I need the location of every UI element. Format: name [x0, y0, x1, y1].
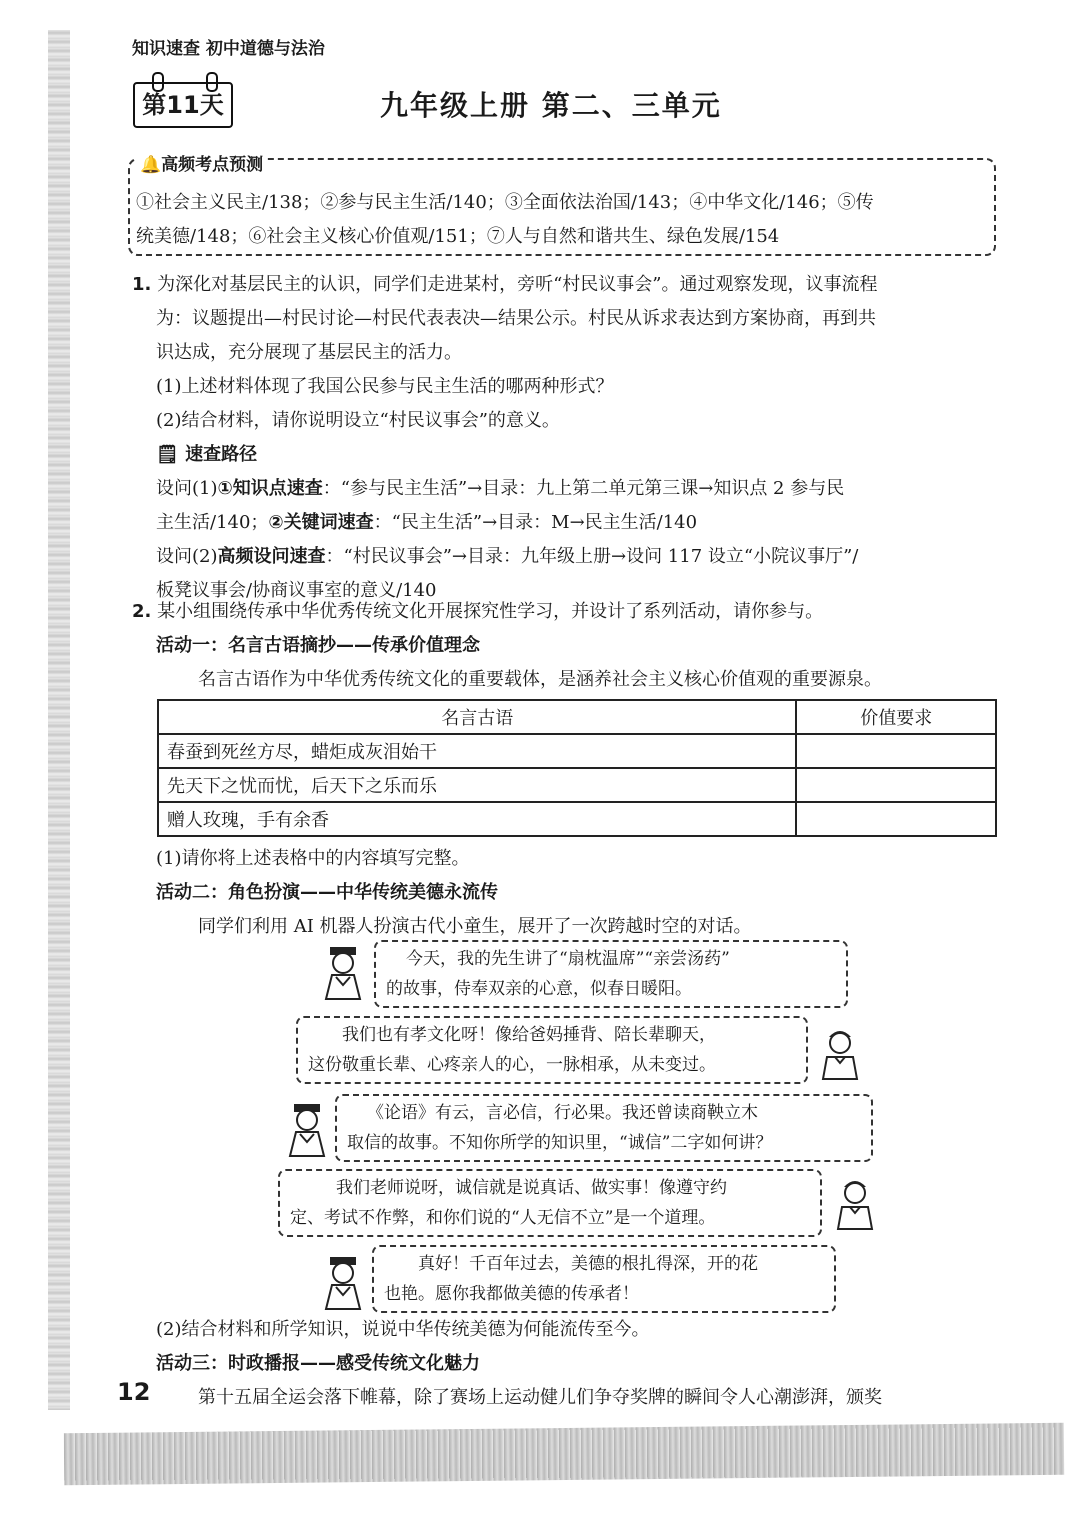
ancient-scholar-icon	[282, 1102, 332, 1158]
sub-question: (2)结合材料，请你说明设立“村民议事会”的意义。	[156, 410, 560, 431]
table-cell: 先天下之忧而忧，后天下之乐而乐	[158, 768, 796, 802]
dialogue-bubble: 我们也有孝文化呀！像给爸妈捶背、陪长辈聊天， 这份敬重长辈、心疼亲人的心，一脉相承，从未变过。	[296, 1016, 808, 1084]
table-header-row	[158, 700, 996, 734]
question-number: 1.	[132, 274, 152, 295]
dialogue-bubble: 真好！千百年过去，美德的根扎得深，开的花 也艳。愿你我都做美德的传承者！	[372, 1245, 836, 1313]
path-line: 设问(2)高频设问速查：“村民议事会”→目录：九年级上册→设问 117 设立“小院议事厅”/	[156, 546, 859, 567]
dialogue-bubble: 今天，我的先生讲了“扇枕温席”“亲尝汤药” 的故事，侍奉双亲的心意，似春日暖阳。	[374, 940, 848, 1008]
activity-title: 活动二：角色扮演——中华传统美德永流传	[156, 882, 498, 903]
sub-question: (1)请你将上述表格中的内容填写完整。	[156, 848, 470, 869]
table-header: 名言古语	[158, 700, 796, 734]
sub-question: (1)上述材料体现了我国公民参与民主生活的哪两种形式？	[156, 376, 614, 397]
table-row	[158, 768, 996, 802]
forecast-text	[136, 186, 986, 254]
table-cell	[796, 734, 996, 768]
table-cell	[796, 768, 996, 802]
question-2-end	[156, 1313, 1006, 1415]
question-1	[132, 268, 1002, 608]
forecast-line: ①社会主义民主/138；②参与民主生活/140；③全面依法治国/143；④中华文化/146；⑤传	[136, 192, 874, 213]
dialogue-bubble: 《论语》有云，言必信，行必果。我还曾读商鞅立木 取信的故事。不知你所学的知识里，“诚信”二字如何讲？	[335, 1094, 873, 1162]
quotes-table	[157, 699, 997, 837]
table-row	[158, 802, 996, 836]
scan-shadow-left	[48, 30, 70, 1410]
table-header: 价值要求	[796, 700, 996, 734]
unit-title: 九年级上册 第二、三单元	[380, 89, 722, 122]
activity-text: 同学们利用 AI 机器人扮演古代小童生，展开了一次跨越时空的对话。	[198, 916, 752, 937]
bell-icon: 🔔	[140, 155, 162, 175]
path-heading	[132, 438, 1002, 472]
question-2	[132, 595, 1002, 697]
sub-question: (2)结合材料和所学知识，说说中华传统美德为何能流传至今。	[156, 1319, 650, 1340]
notepad-icon: 🗒	[156, 444, 179, 465]
activity-text: 第十五届全运会落下帷幕，除了赛场上运动健儿们争夺奖牌的瞬间令人心潮澎湃，颁奖	[198, 1387, 882, 1408]
forecast-line: 统美德/148；⑥社会主义核心价值观/151；⑦人与自然和谐共生、绿色发展/154	[136, 226, 780, 247]
table-row	[158, 734, 996, 768]
question-text: 某小组围绕传承中华优秀传统文化开展探究性学习，并设计了系列活动，请你参与。	[157, 601, 824, 622]
modern-student-icon	[830, 1175, 880, 1231]
question-2-continued	[156, 842, 1006, 944]
book-title: 知识速查 初中道德与法治	[132, 39, 325, 59]
ancient-scholar-icon	[318, 945, 368, 1001]
table-cell	[796, 802, 996, 836]
forecast-label: 🔔高频考点预测	[136, 150, 267, 175]
page-number: 12	[117, 1378, 151, 1406]
day-badge: 第11天	[133, 82, 233, 128]
table-cell: 春蚕到死丝方尽，蜡炬成灰泪始干	[158, 734, 796, 768]
path-line: 板凳议事会/协商议事室的意义/140	[156, 580, 437, 601]
modern-student-icon	[815, 1025, 865, 1081]
dialogue-bubble: 我们老师说呀，诚信就是说真话、做实事！像遵守约 定、考试不作弊，和你们说的“人无信不立”是一个道理。	[278, 1169, 822, 1237]
activity-title: 活动一：名言古语摘抄——传承价值理念	[156, 635, 480, 656]
scan-shadow-bottom	[64, 1423, 1064, 1485]
ancient-scholar-icon	[318, 1255, 368, 1311]
path-label: 速查路径	[185, 444, 258, 465]
activity-text: 名言古语作为中华优秀传统文化的重要载体，是涵养社会主义核心价值观的重要源泉。	[198, 669, 882, 690]
question-text: 为深化对基层民主的认识，同学们走进某村，旁听“村民议事会”。通过观察发现，议事流程	[157, 274, 878, 295]
question-number: 2.	[132, 601, 152, 622]
path-line: 设问(1)①知识点速查：“参与民主生活”→目录：九上第二单元第三课→知识点 2 参与民	[156, 478, 845, 499]
question-text: 为：议题提出—村民讨论—村民代表表决—结果公示。村民从诉求表达到方案协商，再到共	[156, 308, 876, 329]
activity-title: 活动三：时政播报——感受传统文化魅力	[156, 1353, 480, 1374]
table-cell: 赠人玫瑰，手有余香	[158, 802, 796, 836]
question-text: 识达成，充分展现了基层民主的活力。	[156, 342, 462, 363]
path-line: 主生活/140；②关键词速查：“民主生活”→目录：M→民主生活/140	[156, 512, 698, 533]
